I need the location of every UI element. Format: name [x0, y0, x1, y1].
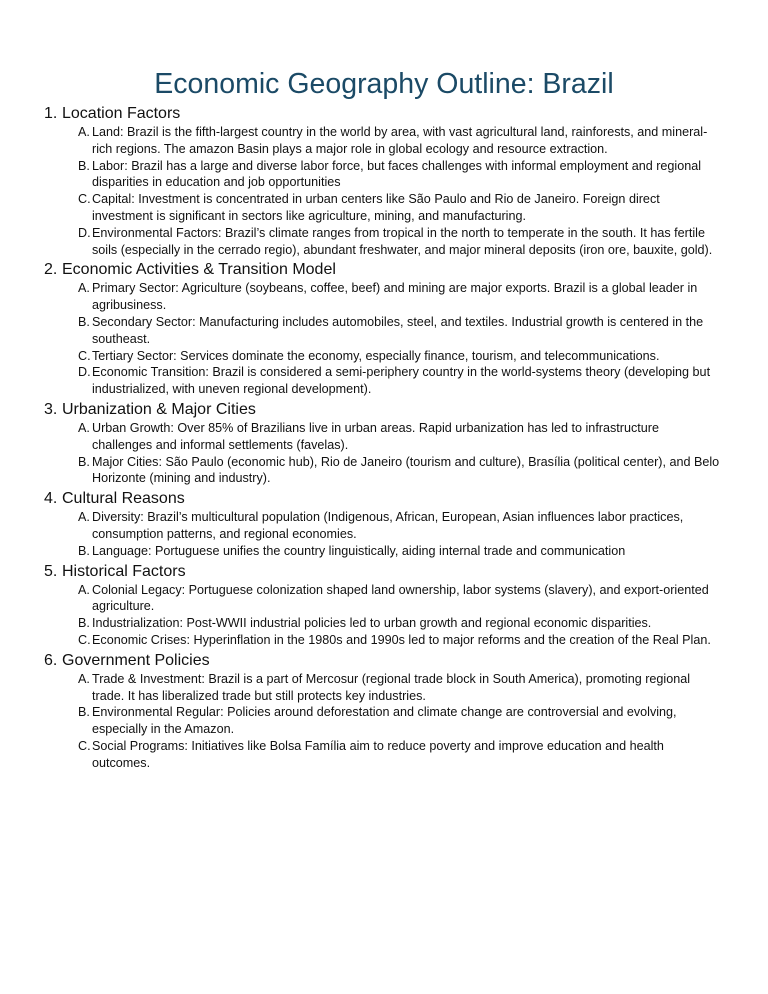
item-letter: A. — [78, 671, 90, 686]
section-number: 6. — [44, 651, 58, 669]
item-text: Trade & Investment: Brazil is a part of Mercosur (regional trade block in South America), promoting regional trade. It has liberalized trade but still protects key industries. — [92, 671, 691, 703]
list-item — [78, 509, 768, 543]
list-item — [78, 225, 768, 259]
item-text: Environmental Regular: Policies around deforestation and climate change are controversial and evolving, especially in the Amazon. — [92, 705, 677, 737]
section-heading — [24, 104, 768, 124]
section-number: 1. — [44, 105, 58, 122]
list-item — [78, 704, 768, 738]
item-letter: B. — [78, 314, 90, 329]
section-items — [24, 280, 768, 398]
item-text: Labor: Brazil has a large and diverse labor force, but faces challenges with informal employment and regional disparities in education and job opportunities — [92, 158, 702, 190]
item-text: Secondary Sector: Manufacturing includes automobiles, steel, and textiles. Industrial growth is centered in the southeast. — [92, 314, 704, 346]
item-letter: C. — [78, 632, 91, 647]
outline-section — [24, 400, 768, 487]
list-item — [78, 632, 768, 649]
item-text: Economic Crises: Hyperinflation in the 1980s and 1990s led to major reforms and the creation of the Real Plan. — [92, 632, 711, 647]
list-item — [78, 124, 768, 158]
outline — [0, 104, 768, 772]
outline-section — [24, 562, 768, 649]
list-item — [78, 671, 768, 705]
section-items — [24, 582, 768, 649]
item-letter: D. — [78, 225, 91, 240]
list-item — [78, 364, 768, 398]
outline-section — [24, 651, 768, 772]
outline-section — [24, 104, 768, 258]
section-heading — [24, 489, 768, 509]
item-letter: C. — [78, 348, 91, 363]
item-letter: A. — [78, 510, 90, 525]
section-heading — [24, 260, 768, 280]
list-item — [78, 280, 768, 314]
item-text: Diversity: Brazil’s multicultural population (Indigenous, African, European, Asian influences labor practices, consumption patterns, and regional economies. — [92, 510, 684, 541]
item-text: Language: Portuguese unifies the country linguistically, aiding internal trade and communication — [92, 543, 626, 558]
item-letter: D. — [78, 365, 91, 380]
list-item — [78, 543, 768, 560]
section-title: Cultural Reasons — [62, 490, 185, 508]
section-title: Economic Activities & Transition Model — [62, 261, 336, 279]
section-heading — [24, 400, 768, 420]
item-letter: B. — [78, 616, 90, 631]
section-title: Location Factors — [62, 105, 181, 122]
item-text: Social Programs: Initiatives like Bolsa Família aim to reduce poverty and improve education and health outcomes. — [92, 738, 664, 770]
section-number: 4. — [44, 490, 58, 508]
item-text: Urban Growth: Over 85% of Brazilians live in urban areas. Rapid urbanization has led to infrastructure challenges and informal settlements (favelas). — [92, 420, 660, 452]
item-text: Land: Brazil is the fifth-largest country in the world by area, with vast agricultural land, rainforests, and mineral-rich regions. The amazon Basin plays a major role in global ecology and resource extraction. — [92, 125, 708, 156]
section-number: 2. — [44, 261, 58, 279]
item-letter: A. — [78, 582, 90, 597]
list-item — [78, 738, 768, 772]
item-letter: A. — [78, 125, 90, 139]
outline-section — [24, 489, 768, 559]
list-item — [78, 348, 768, 365]
item-letter: B. — [78, 705, 90, 720]
section-items — [24, 671, 768, 772]
item-text: Capital: Investment is concentrated in urban centers like São Paulo and Rio de Janeiro. Foreign direct investment is significant in sectors like agriculture, mining, and manufacturing. — [92, 192, 660, 223]
item-text: Industrialization: Post-WWII industrial policies led to urban growth and regional economic disparities. — [92, 616, 652, 631]
section-title: Government Policies — [62, 651, 210, 669]
item-text: Colonial Legacy: Portuguese colonization shaped land ownership, labor systems (slavery), and export-oriented agriculture. — [92, 582, 709, 614]
section-items — [24, 124, 768, 258]
section-items — [24, 509, 768, 559]
list-item — [78, 582, 768, 616]
item-letter: C. — [78, 738, 91, 753]
section-heading — [24, 562, 768, 582]
item-text: Major Cities: São Paulo (economic hub), Rio de Janeiro (tourism and culture), Brasília (political center), and Belo Horizonte (mining and industry). — [92, 454, 720, 486]
item-letter: B. — [78, 543, 90, 558]
item-letter: B. — [78, 158, 90, 173]
section-heading — [24, 651, 768, 671]
item-letter: C. — [78, 192, 91, 207]
item-text: Primary Sector: Agriculture (soybeans, coffee, beef) and mining are major exports. Brazil is a global leader in agribusiness. — [92, 281, 698, 313]
item-letter: A. — [78, 281, 90, 296]
section-title: Urbanization & Major Cities — [62, 400, 256, 418]
item-text: Economic Transition: Brazil is considered a semi-periphery country in the world-systems theory (developing but industrialized, with uneven regional development). — [92, 365, 711, 397]
item-letter: B. — [78, 454, 90, 469]
section-number: 3. — [44, 400, 58, 418]
section-title: Historical Factors — [62, 562, 186, 580]
section-items — [24, 420, 768, 487]
list-item — [78, 615, 768, 632]
document-title: Economic Geography Outline: Brazil — [154, 68, 614, 100]
section-number: 5. — [44, 562, 58, 580]
outline-section — [24, 260, 768, 398]
item-letter: A. — [78, 420, 90, 435]
list-item — [78, 420, 768, 454]
list-item — [78, 314, 768, 348]
list-item — [78, 454, 768, 488]
list-item — [78, 158, 768, 192]
item-text: Tertiary Sector: Services dominate the economy, especially finance, tourism, and telecommunications. — [92, 348, 660, 363]
list-item — [78, 191, 768, 225]
item-text: Environmental Factors: Brazil’s climate ranges from tropical in the north to temperate in the south. It has fertile soils (especially in the cerrado regio), abundant freshwater, and major mineral deposits (iron ore, bauxite, gold). — [92, 225, 713, 257]
